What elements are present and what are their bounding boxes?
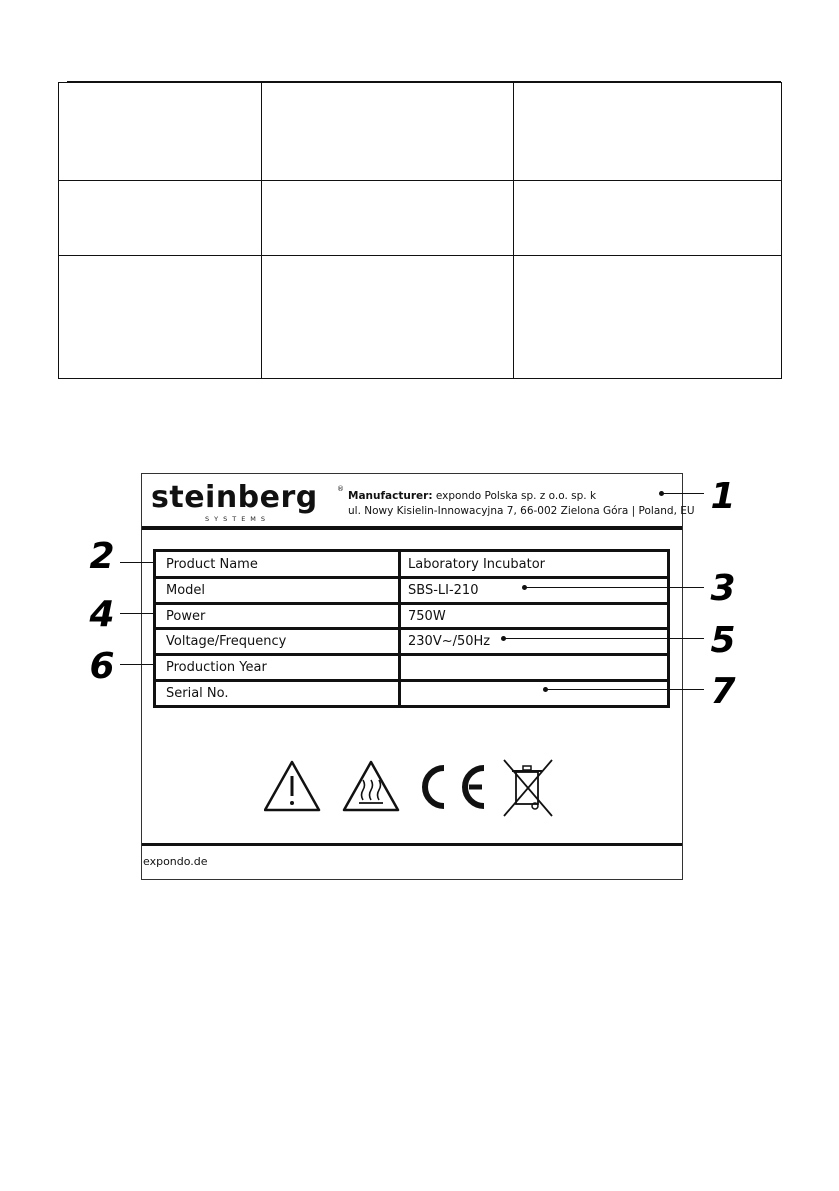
spec-key: Product Name bbox=[166, 557, 258, 572]
callout-6: 6 bbox=[89, 646, 115, 687]
callout-7: 7 bbox=[710, 671, 736, 712]
callout-6-leader bbox=[120, 664, 153, 665]
table-row-divider bbox=[59, 255, 781, 256]
manufacturer-address: ul. Nowy Kisielin-Innowacyjna 7, 66-002 Zielona Góra | Poland, EU bbox=[348, 505, 695, 517]
spec-row-serial-no bbox=[156, 681, 667, 706]
callout-1-dot bbox=[659, 491, 664, 496]
spec-key: Production Year bbox=[166, 660, 267, 675]
table-col-divider bbox=[513, 83, 514, 378]
logo-wordmark: steinberg bbox=[151, 480, 318, 515]
table-row-divider bbox=[59, 180, 781, 181]
spec-row-production-year bbox=[156, 655, 667, 680]
spec-key: Power bbox=[166, 609, 206, 624]
callout-5-leader bbox=[505, 638, 704, 639]
footer-website: expondo.de bbox=[143, 855, 208, 868]
spec-key: Voltage/Frequency bbox=[166, 634, 287, 649]
callout-3-dot bbox=[522, 585, 527, 590]
hot-surface-icon bbox=[344, 762, 398, 810]
spec-table bbox=[153, 549, 670, 708]
weee-bin-icon bbox=[504, 760, 552, 816]
spec-row-power bbox=[156, 604, 667, 629]
spec-row-voltage-frequency bbox=[156, 629, 667, 654]
callout-2-leader bbox=[120, 562, 153, 563]
callout-4-leader bbox=[120, 613, 153, 614]
callout-5-dot bbox=[501, 636, 506, 641]
spec-key: Model bbox=[166, 583, 206, 598]
callout-3: 3 bbox=[710, 568, 736, 609]
callout-7-leader bbox=[547, 689, 704, 690]
plate-footer-rule bbox=[142, 843, 682, 846]
spec-row-model bbox=[156, 578, 667, 603]
table-col-divider bbox=[261, 83, 262, 378]
callout-3-leader bbox=[526, 587, 704, 588]
warning-icon bbox=[265, 762, 319, 810]
spec-value: Laboratory Incubator bbox=[408, 557, 546, 572]
callout-4: 4 bbox=[89, 594, 115, 635]
spec-row-product-name bbox=[156, 552, 667, 577]
steinberg-logo bbox=[151, 480, 344, 523]
empty-table bbox=[58, 82, 782, 379]
manufacturer-label: Manufacturer: bbox=[348, 490, 433, 502]
table-top-rule bbox=[67, 81, 781, 83]
spec-value: 230V~/50Hz bbox=[408, 634, 491, 649]
callout-2: 2 bbox=[89, 536, 115, 577]
plate-header-rule bbox=[142, 526, 682, 530]
callout-5: 5 bbox=[710, 620, 736, 661]
callout-1-leader bbox=[662, 493, 704, 494]
spec-value: SBS-LI-210 bbox=[408, 583, 479, 598]
rating-plate bbox=[141, 473, 695, 880]
spec-value: 750W bbox=[408, 609, 446, 624]
logo-registered-mark: ® bbox=[337, 485, 344, 493]
ce-mark-icon bbox=[425, 768, 484, 806]
spec-key: Serial No. bbox=[166, 686, 229, 701]
manufacturer-name: expondo Polska sp. z o.o. sp. k bbox=[435, 490, 597, 502]
callout-7-dot bbox=[543, 687, 548, 692]
safety-symbols bbox=[264, 756, 564, 818]
manufacturer-info bbox=[348, 489, 695, 519]
callout-1: 1 bbox=[710, 476, 736, 517]
logo-subtitle: SYSTEMS bbox=[205, 515, 271, 523]
